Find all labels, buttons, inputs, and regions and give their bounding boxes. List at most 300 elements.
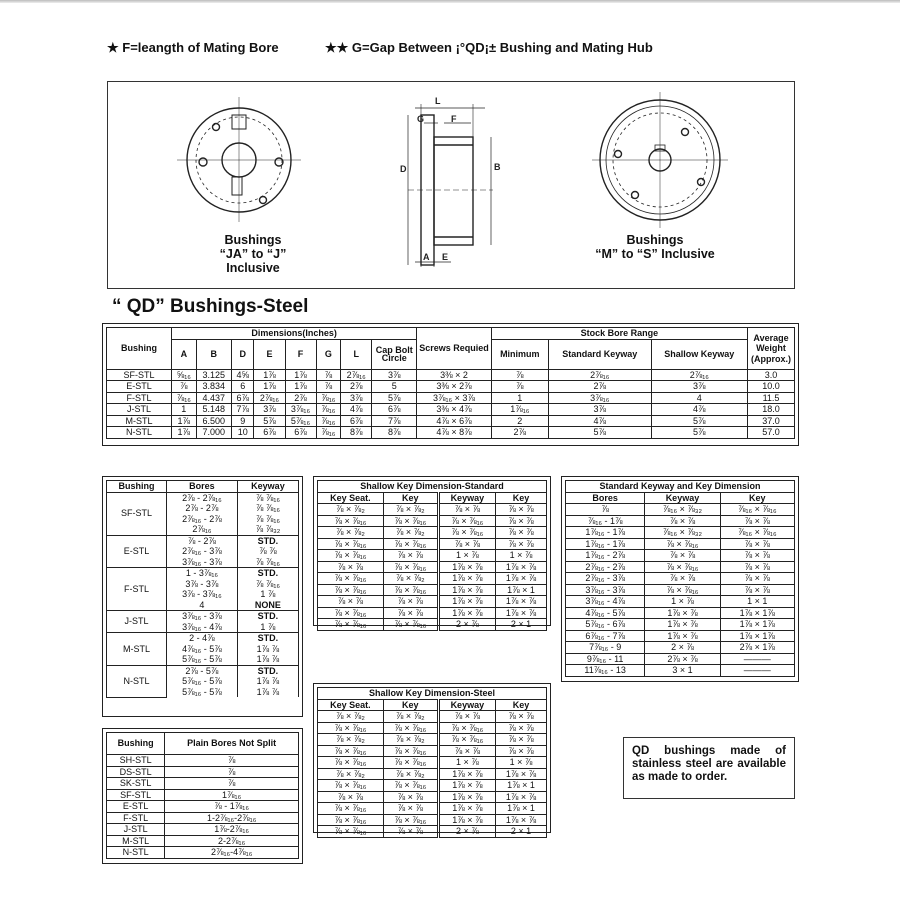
cell: ⅞ × ⅞ <box>495 745 546 757</box>
cell: ⅞ × ⅞₁₆ <box>383 584 438 596</box>
table-row <box>566 561 795 573</box>
cell: ⅞ × ⅞₁₆ <box>383 757 438 769</box>
shallow-steel-table <box>317 687 547 838</box>
bores-table-frame <box>102 476 303 717</box>
bores-cell: 3⅞₁₆ - 4⅞ <box>167 622 238 633</box>
cell: ⅞₁₆ × ⅞₁₆ <box>720 504 794 516</box>
table-row <box>107 381 795 393</box>
cell: 1⅞ × 1 <box>495 780 546 792</box>
h-dim-0: A <box>172 339 197 369</box>
cell: 5⅞ <box>651 415 747 427</box>
cell: 2-2⅞₁₆ <box>165 835 299 847</box>
cell: ⅞ × ⅞₁₆ <box>318 780 384 792</box>
table-row <box>107 369 795 381</box>
cell: ⅞ <box>172 381 197 393</box>
cell: ⅞ × ⅞ <box>720 538 794 550</box>
cell: ⅞ × ⅞₁₆ <box>383 745 438 757</box>
table-row <box>318 538 547 550</box>
cell: ⅞ × ⅞₁₆ <box>318 538 384 550</box>
cell: N-STL <box>107 847 165 859</box>
cell: 1⅞₁₆ <box>491 404 548 416</box>
table-row <box>318 814 547 826</box>
cell: ⅞ × ⅞₁₆ <box>318 803 384 815</box>
cell: ⅞ × ⅞ <box>383 791 438 803</box>
h-stock: Stock Bore Range <box>491 328 747 340</box>
cell: 1⅞ × 1⅞ <box>720 607 794 619</box>
h-dim-7: Cap Bolt Circle <box>372 339 417 369</box>
cell: 4.437 <box>196 392 231 404</box>
table-row <box>318 619 547 631</box>
cell: 5⅞₁₆ - 6⅞ <box>566 619 645 631</box>
cell: ⅞ × ⅞₁₆ <box>318 757 384 769</box>
cell: 1⅞ × ⅞ <box>645 607 720 619</box>
cell: 1⅞₁₆ - 2⅞ <box>566 550 645 562</box>
bushing-name: J-STL <box>107 611 167 633</box>
cell: 4⅞ × 8⅞ <box>417 427 492 439</box>
label-a: A <box>423 252 430 262</box>
cell: 1⅞ × 1⅞ <box>720 630 794 642</box>
cell: 1⅞ × ⅞ <box>438 607 495 619</box>
cell: ⅞ × ⅞₁₆ <box>318 573 384 585</box>
shallow_std-h-1: Key <box>383 492 438 504</box>
cell: SH-STL <box>107 755 165 767</box>
cell: 2⅞₁₆ - 2⅞ <box>566 561 645 573</box>
cell: 7⅞₁₆ - 9 <box>566 642 645 654</box>
bores-cell: 3⅞₁₆ - 3⅞ <box>167 611 238 622</box>
cell: 6⅞ <box>254 427 285 439</box>
cell: 9 <box>231 415 253 427</box>
table-row <box>566 619 795 631</box>
cell: 4⅞₁₆ - 5⅞ <box>566 607 645 619</box>
cell: ⅞ × ⅞ <box>720 573 794 585</box>
cell: ⅞ × ⅞ <box>645 573 720 585</box>
cell: F-STL <box>107 392 172 404</box>
skw-h-1: Keyway <box>645 492 720 504</box>
cell: ⅞ × ⅞₁₆ <box>438 722 495 734</box>
keyway-cell: STD. <box>237 568 298 579</box>
cell: 1⅞ × 1 <box>495 584 546 596</box>
cell: 1⅞ × 1 <box>495 803 546 815</box>
cell: ⅞₁₆ × ⅞₁₆ <box>720 527 794 539</box>
cell: ⅞ - 1⅞₁₆ <box>165 801 299 813</box>
table-row <box>107 415 795 427</box>
table-row <box>318 803 547 815</box>
keyway-cell: ⅞ ⅞₁₆ <box>237 503 298 514</box>
keyway-cell: ⅞ ⅞ <box>237 546 298 557</box>
cell: 1⅞ × ⅞ <box>438 596 495 608</box>
cell: 37.0 <box>748 415 795 427</box>
bores-cell: 2⅞ - 5⅞ <box>167 665 238 676</box>
shallow_steel-h-2: Keyway <box>438 699 495 711</box>
cell: E-STL <box>107 381 172 393</box>
cell: 1⅞ <box>172 415 197 427</box>
cell: ⅞₁₆ × ⅞₃₂ <box>645 504 720 516</box>
cell: 3 × 1 <box>645 665 720 677</box>
table-row <box>318 780 547 792</box>
cell: 1 <box>491 392 548 404</box>
cell: 1⅞ × ⅞ <box>495 596 546 608</box>
cell: 4⅞ <box>651 404 747 416</box>
cell: ⅞ × ⅞₂ <box>318 711 384 723</box>
h-dimensions: Dimensions(Inches) <box>172 328 417 340</box>
cell: ⅞ × ⅞₁₆ <box>318 619 384 631</box>
cell: 1⅞ × ⅞ <box>438 791 495 803</box>
cell: 18.0 <box>748 404 795 416</box>
keyway-cell: 1⅞ ⅞ <box>237 687 298 698</box>
keyway-cell: NONE <box>237 600 298 611</box>
cell: 1⅞ <box>254 381 285 393</box>
bushing-name: SF-STL <box>107 492 167 535</box>
cell: 1⅞₁₆ - 1⅞ <box>566 527 645 539</box>
h-dim-6: L <box>341 339 372 369</box>
cell: ⅞ × ⅞₁₆ <box>438 527 495 539</box>
cell: ⅞ × ⅞₂ <box>318 504 384 516</box>
cell: ⅞₁₆ <box>316 404 341 416</box>
cell: SK-STL <box>107 778 165 790</box>
keyway-cell: STD. <box>237 633 298 644</box>
table-row <box>318 607 547 619</box>
bores-cell: 2⅞₁₆ <box>167 524 238 535</box>
table-row <box>318 711 547 723</box>
shallow-steel-frame <box>313 683 551 836</box>
cell: 1⅞ × ⅞ <box>438 584 495 596</box>
bushing-name: F-STL <box>107 568 167 611</box>
bores-cell: 2⅞₁₆ - 3⅞ <box>167 546 238 557</box>
left-bushing-drawing <box>177 97 301 222</box>
cell: 6⅞₁₆ - 7⅞ <box>566 630 645 642</box>
label-e: E <box>442 252 449 262</box>
cell: ⅞ × ⅞ <box>383 826 438 838</box>
section-title: “ QD” Bushings-Steel <box>112 296 309 317</box>
table-row <box>107 789 299 801</box>
cell: ⅞ × ⅞ <box>720 561 794 573</box>
cell: 1⅞ × ⅞ <box>645 630 720 642</box>
label-f: F <box>451 114 457 124</box>
bushing-name: N-STL <box>107 665 167 697</box>
table-row <box>107 755 299 767</box>
cell: 2⅞ × 1⅞ <box>720 642 794 654</box>
cell: ⅞₁₆ <box>316 415 341 427</box>
cell: 1⅞ × ⅞ <box>438 803 495 815</box>
table-row <box>107 812 299 824</box>
cell: ⅞ × ⅞ <box>438 504 495 516</box>
cell: 3⅞₁₆ <box>285 404 316 416</box>
cell: ⅞ × ⅞₁₆ <box>318 607 384 619</box>
bores-cell: 2⅞₁₆ - 2⅞ <box>167 514 238 525</box>
cell: 6⅞ <box>372 404 417 416</box>
cell: 5⅞ <box>372 392 417 404</box>
cell: ⅞ × ⅞₁₆ <box>383 722 438 734</box>
cell: ⅞ × ⅞₁₆ <box>645 561 720 573</box>
cell: DS-STL <box>107 766 165 778</box>
cell: 5 <box>372 381 417 393</box>
table-row <box>566 607 795 619</box>
bores-cell: 2⅞ - 2⅞₁₆ <box>167 492 238 503</box>
cell: ——— <box>720 653 794 665</box>
h-weight: Average Weight (Approx.) <box>748 328 795 370</box>
bores-cell: 2 - 4⅞ <box>167 633 238 644</box>
cell: ⅞ × ⅞₂ <box>318 527 384 539</box>
cell: 2⅞ <box>341 381 372 393</box>
cell: ⅞₁₆ <box>316 392 341 404</box>
keyway-cell: 1⅞ ⅞ <box>237 654 298 665</box>
cell: ⅞₁₆ <box>172 392 197 404</box>
cell: ⅞ × ⅞ <box>383 596 438 608</box>
table-row <box>107 824 299 836</box>
bushing-name: E-STL <box>107 535 167 568</box>
cell: ⅞ × ⅞ <box>495 734 546 746</box>
cell: ⅞ × ⅞₂ <box>318 734 384 746</box>
bores-cell: 5⅞₁₆ - 5⅞ <box>167 654 238 665</box>
cell: ⅞ × ⅞ <box>383 550 438 562</box>
table-row <box>107 568 299 579</box>
cell: 2⅞₁₆ <box>254 392 285 404</box>
cell: ⅞ <box>316 381 341 393</box>
cell: 1 × ⅞ <box>438 550 495 562</box>
keyway-cell: STD. <box>237 665 298 676</box>
table-row <box>107 847 299 859</box>
keyway-cell: 1 ⅞ <box>237 589 298 600</box>
cell: ⅞ × ⅞₁₆ <box>383 538 438 550</box>
cell: 1⅞ <box>172 427 197 439</box>
cell: ⅞ × ⅞ <box>318 561 384 573</box>
cell: ⅞ × ⅞₁₆ <box>383 780 438 792</box>
cell: 2 <box>491 415 548 427</box>
bores-h-1: Bores <box>167 481 238 493</box>
cell: ⅞ × ⅞₁₆ <box>318 745 384 757</box>
bores-h-2: Keyway <box>237 481 298 493</box>
table-row <box>318 561 547 573</box>
cell: 3⅞ <box>651 381 747 393</box>
std-keyway-table <box>565 480 795 677</box>
cell: ⅞ × ⅞ <box>383 607 438 619</box>
cell: 1 × 1 <box>720 596 794 608</box>
label-b: B <box>494 162 501 172</box>
cell: 1 × ⅞ <box>645 596 720 608</box>
cell: 57.0 <box>748 427 795 439</box>
diagram-box <box>107 81 795 289</box>
cell: M-STL <box>107 415 172 427</box>
table-row <box>566 504 795 516</box>
cell: 3⅞₁₆ - 4⅞ <box>566 596 645 608</box>
cell: ⅝₁₆ <box>172 369 197 381</box>
label-l: L <box>435 96 441 106</box>
table-row <box>566 550 795 562</box>
cell: 1⅞-2⅞₁₆ <box>165 824 299 836</box>
cell: ⅞ × ⅞₂ <box>383 573 438 585</box>
cell: ⅞ × ⅞₁₆ <box>318 814 384 826</box>
shallow-steel-title: Shallow Key Dimension-Steel <box>318 688 547 700</box>
cell: 6⅞ <box>341 415 372 427</box>
cell: 3⅞₁₆ - 3⅞ <box>566 584 645 596</box>
cell: 4 <box>651 392 747 404</box>
right-caption: Bushings “M” to “S” Inclusive <box>595 233 715 261</box>
cell: ⅞ × ⅞₂ <box>383 527 438 539</box>
h-dim-4: F <box>285 339 316 369</box>
plain-h-1: Plain Bores Not Split <box>165 733 299 755</box>
cell: ⅞ × ⅞ <box>495 515 546 527</box>
keyway-cell: 1⅞ ⅞ <box>237 676 298 687</box>
table-row <box>566 630 795 642</box>
cell: 6 <box>231 381 253 393</box>
cell: 7⅞ <box>231 404 253 416</box>
table-row <box>566 653 795 665</box>
cell: ⅞ × ⅞ <box>495 538 546 550</box>
cell: 2⅞₁₆ - 3⅞ <box>566 573 645 585</box>
cell: 1⅞ × ⅞ <box>438 768 495 780</box>
cell: 4⅞ × 6⅞ <box>417 415 492 427</box>
cell: ⅞ × ⅞₁₆ <box>318 584 384 596</box>
table-row <box>566 515 795 527</box>
cell: 8⅞ <box>372 427 417 439</box>
shallow_std-h-2: Keyway <box>438 492 495 504</box>
plain-bores-frame <box>102 728 303 864</box>
cell: ⅞ × ⅞₂ <box>383 711 438 723</box>
table-row <box>107 427 795 439</box>
table-row <box>566 642 795 654</box>
cell: ⅞ × ⅞₂ <box>383 504 438 516</box>
keyway-cell: 1⅞ ⅞ <box>237 644 298 655</box>
cell: ⅞ × ⅞₂ <box>383 734 438 746</box>
table-row <box>318 768 547 780</box>
right-bushing-drawing <box>592 92 728 228</box>
cell: ⅞ × ⅞ <box>438 711 495 723</box>
table-row <box>318 745 547 757</box>
cell: ⅞ × ⅞ <box>438 538 495 550</box>
bores-cell: 3⅞ - 3⅞ <box>167 579 238 590</box>
skw-h-2: Key <box>720 492 794 504</box>
cell: ⅞ × ⅞₁₆ <box>438 734 495 746</box>
cell: 2⅞₁₆ <box>341 369 372 381</box>
bores-cell: 1 - 3⅞₁₆ <box>167 568 238 579</box>
h-dim-2: D <box>231 339 253 369</box>
cell: ⅞ × ⅞₁₆ <box>318 550 384 562</box>
table-row <box>566 665 795 677</box>
table-row <box>107 665 299 676</box>
std-keyway-title: Standard Keyway and Key Dimension <box>566 481 795 493</box>
h-stock-2: Shallow Keyway <box>651 339 747 369</box>
table-row <box>318 515 547 527</box>
cell: 3⅞ <box>548 404 651 416</box>
cell: ⅞ <box>165 755 299 767</box>
f-note: ★ F=leangth of Mating Bore <box>107 40 279 55</box>
table-row <box>318 734 547 746</box>
main-dimensions-table <box>106 327 795 439</box>
cell: 1 × ⅞ <box>495 757 546 769</box>
cell: 4⅞ <box>341 404 372 416</box>
cell: 8⅞ <box>341 427 372 439</box>
cell: ⅞ × ⅞ <box>495 527 546 539</box>
label-g: G <box>417 114 425 124</box>
top-border <box>0 0 900 3</box>
cell: 1 <box>172 404 197 416</box>
cell: ⅞ <box>316 369 341 381</box>
cell: 3⅞ <box>254 404 285 416</box>
shallow_steel-h-1: Key <box>383 699 438 711</box>
cell: 1⅞ × ⅞ <box>495 607 546 619</box>
cell: ⅞ × ⅞ <box>495 711 546 723</box>
cell: 10.0 <box>748 381 795 393</box>
cell: ⅞ × ⅞₁₆ <box>383 619 438 631</box>
cell: F-STL <box>107 812 165 824</box>
cell: 2⅞₁₆ <box>651 369 747 381</box>
keyway-cell: ⅞ ⅞₁₆ <box>237 492 298 503</box>
shallow-std-title: Shallow Key Dimension-Standard <box>318 481 547 493</box>
cell: ⅞ × ⅞₁₆ <box>645 538 720 550</box>
h-dim-5: G <box>316 339 341 369</box>
shallow_std-h-3: Key <box>495 492 546 504</box>
cell: 11⅞₁₆ - 13 <box>566 665 645 677</box>
cell: 3⅜ × 2⅞ <box>417 381 492 393</box>
plain-h-0: Bushing <box>107 733 165 755</box>
cell: ⅞ × ⅞₁₆ <box>318 515 384 527</box>
cell: ⅞ × ⅞ <box>720 550 794 562</box>
h-screws: Screws Requied <box>417 328 492 370</box>
cell: 3⅞ <box>341 392 372 404</box>
cell: J-STL <box>107 404 172 416</box>
cell: 2 × ⅞ <box>645 642 720 654</box>
h-stock-1: Standard Keyway <box>548 339 651 369</box>
cell: 3.125 <box>196 369 231 381</box>
table-row <box>318 757 547 769</box>
table-row <box>107 633 299 644</box>
cell: E-STL <box>107 801 165 813</box>
cell: ⅞ <box>566 504 645 516</box>
cell: ⅞ <box>165 766 299 778</box>
bushing-name: M-STL <box>107 633 167 666</box>
table-row <box>107 611 299 622</box>
shallow-std-table <box>317 480 547 631</box>
stainless-message: QD bushings made of stainless steel are available as made to order. <box>623 737 795 799</box>
cell: 1⅞ × ⅞ <box>438 814 495 826</box>
cell: ⅞ × ⅞₂ <box>383 768 438 780</box>
cell: 11.5 <box>748 392 795 404</box>
cell: ⅞₁₆ <box>316 427 341 439</box>
table-row <box>566 527 795 539</box>
cell: 3⅜ × 2 <box>417 369 492 381</box>
bores-cell: 3⅞ - 3⅞₁₆ <box>167 589 238 600</box>
cell: 1⅞ × ⅞ <box>438 780 495 792</box>
cell: 9⅞₁₆ - 11 <box>566 653 645 665</box>
cell: 1⅞₁₆ - 1⅞ <box>566 538 645 550</box>
cell: 4⅞ <box>548 415 651 427</box>
std-keyway-frame <box>561 476 799 682</box>
skw-h-0: Bores <box>566 492 645 504</box>
keyway-cell: STD. <box>237 611 298 622</box>
cell: N-STL <box>107 427 172 439</box>
cell: 7.000 <box>196 427 231 439</box>
cell: ⅞ × ⅞₂ <box>318 768 384 780</box>
cell: 3⅞ <box>372 369 417 381</box>
bores-cell: 5⅞₁₆ - 5⅞ <box>167 676 238 687</box>
cell: ⅞ × ⅞ <box>318 791 384 803</box>
label-d: D <box>400 164 407 174</box>
table-row <box>566 538 795 550</box>
table-row <box>107 778 299 790</box>
cell: 3.0 <box>748 369 795 381</box>
table-row <box>107 535 299 546</box>
cell: ⅞ <box>165 778 299 790</box>
keyway-cell: ⅞ ⅞₁₆ <box>237 579 298 590</box>
h-dim-3: E <box>254 339 285 369</box>
main-table-frame <box>102 323 799 446</box>
h-stock-0: Minimum <box>491 339 548 369</box>
keyway-cell: 1 ⅞ <box>237 622 298 633</box>
table-row <box>318 527 547 539</box>
cell: 7⅞ <box>372 415 417 427</box>
shallow_std-h-0: Key Seat. <box>318 492 384 504</box>
shallow-std-frame <box>313 476 551 629</box>
